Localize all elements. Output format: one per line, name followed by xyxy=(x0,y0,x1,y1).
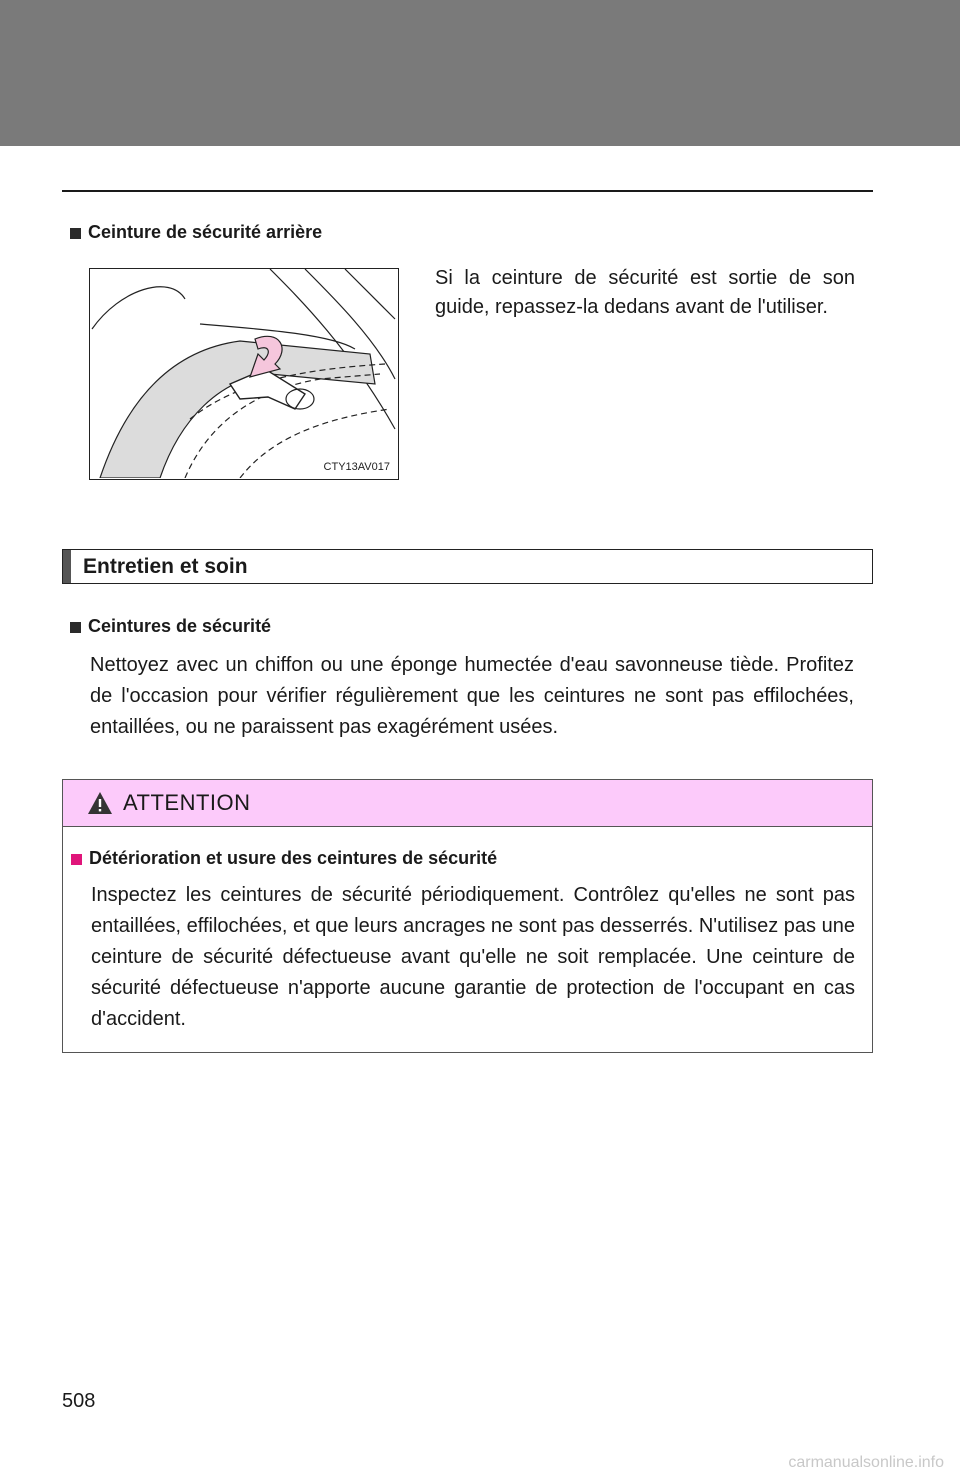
warning-subheading-text: Détérioration et usure des ceintures de sécurité xyxy=(89,848,498,868)
seatbelt-guide-drawing xyxy=(90,269,397,478)
top-rule xyxy=(62,190,873,192)
warning-box xyxy=(62,779,873,1053)
warning-triangle-icon xyxy=(87,791,113,815)
rear-belt-instructions: Si la ceinture de sécurité est sortie de son guide, repassez-la dedans avant de l'utiliser. xyxy=(435,267,855,318)
bullet-square-icon xyxy=(70,622,81,633)
warning-subheading xyxy=(71,848,497,869)
bullet-square-icon xyxy=(71,854,82,865)
care-subheading xyxy=(70,616,271,637)
page-header-band xyxy=(0,0,960,146)
watermark: carmanualsonline.info xyxy=(788,1454,944,1471)
rear-belt-heading-text: Ceinture de sécurité arrière xyxy=(88,222,323,242)
care-section-title-bar xyxy=(62,549,873,584)
page-number: 508 xyxy=(62,1390,96,1412)
care-paragraph: Nettoyez avec un chiffon ou une éponge humectée d'eau savonneuse tiède. Profitez de l'occasion pour vérifier régulièrement que les ceintures ne sont pas effilochées, entaillées, ou ne paraissent pas exagérément usées. xyxy=(90,654,854,738)
warning-header xyxy=(63,780,872,827)
rear-belt-heading xyxy=(70,222,322,243)
seatbelt-guide-illustration xyxy=(89,268,399,480)
bullet-square-icon xyxy=(70,228,81,239)
section-tab-marker xyxy=(63,550,71,583)
warning-label: ATTENTION xyxy=(123,790,251,815)
figure-code: CTY13AV017 xyxy=(323,461,390,473)
warning-paragraph: Inspectez les ceintures de sécurité périodiquement. Contrôlez qu'elles ne sont pas entaillées, effilochées, et que leurs ancrages ne sont pas desserrés. N'utilisez pas une ceinture de sécurité défectueuse avant qu'elle ne soit remplacée. Une ceinture de sécurité défectueuse n'apporte aucune garantie de protection de l'occupant en cas d'accident. xyxy=(91,884,855,1030)
care-subheading-text: Ceintures de sécurité xyxy=(88,616,272,636)
care-section-title: Entretien et soin xyxy=(83,554,248,578)
